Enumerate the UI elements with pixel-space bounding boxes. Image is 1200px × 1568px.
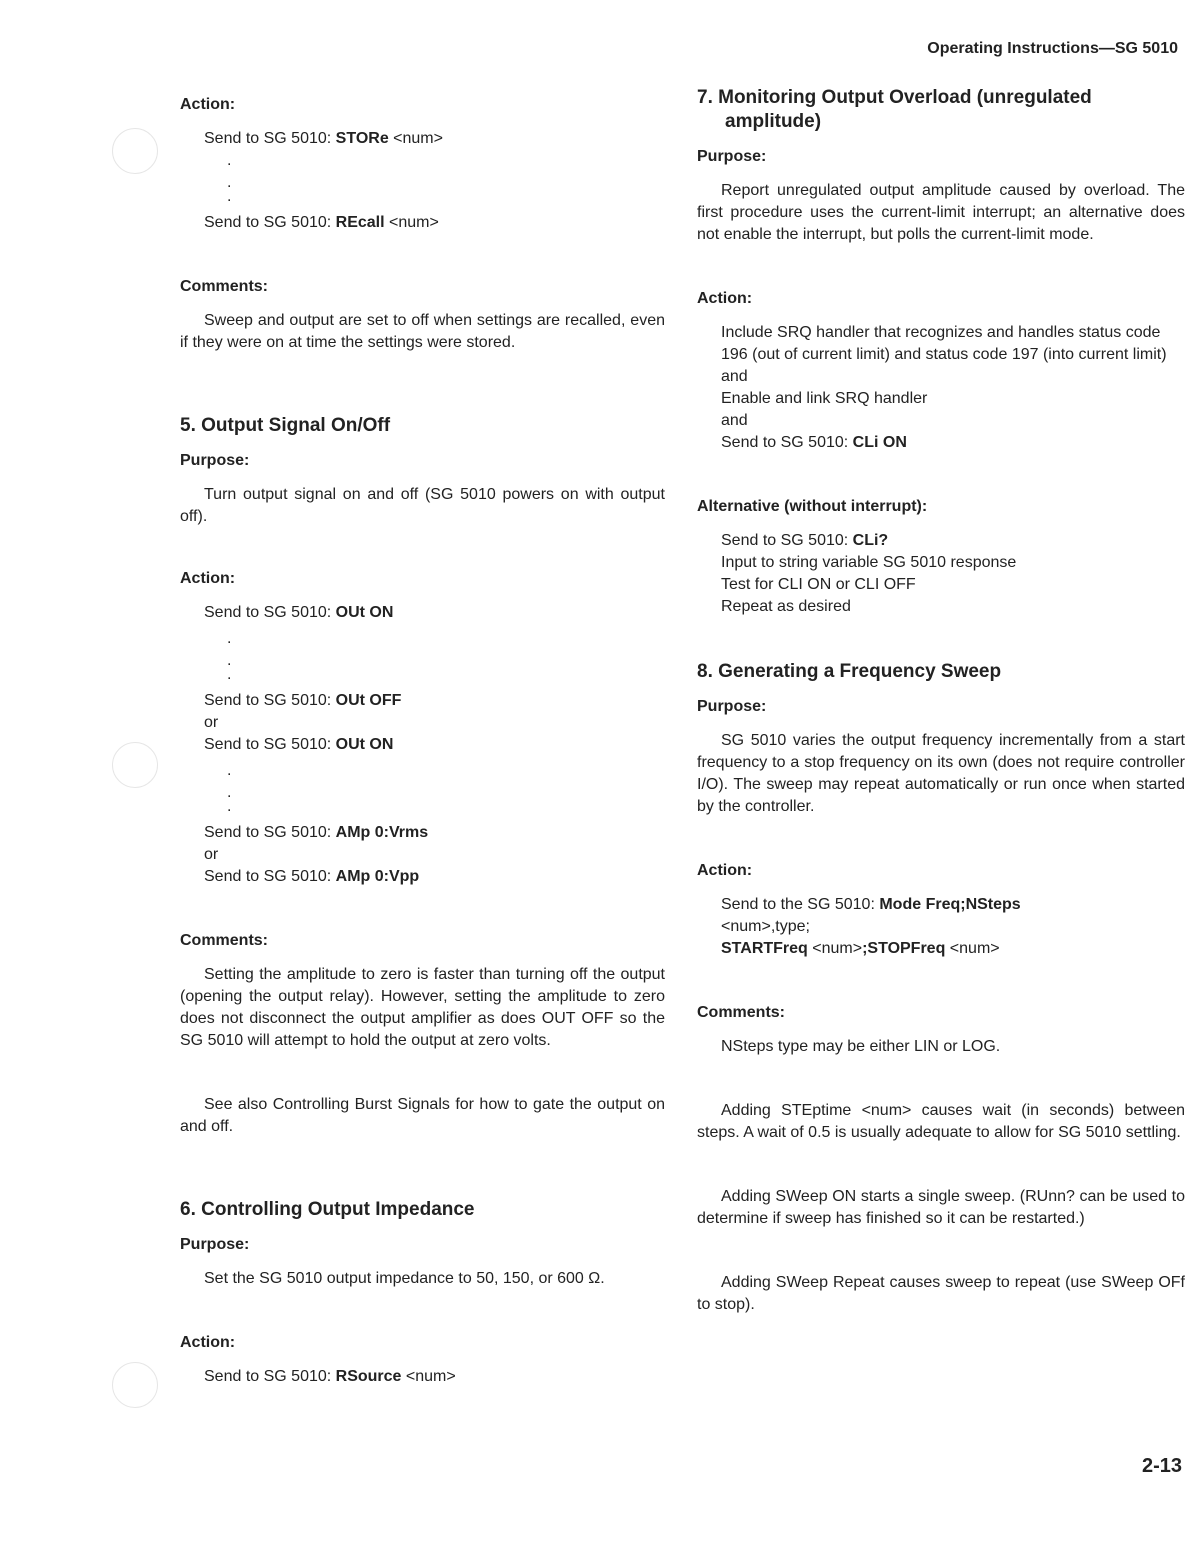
command-line: <num>,type; <box>721 918 810 935</box>
command-line: STARTFreq <num>;STOPFreq <num> <box>721 940 1000 957</box>
ellipsis-dot: . <box>227 798 232 815</box>
section-title-continued: amplitude) <box>725 111 822 132</box>
command-line: Send to SG 5010: STORe <num> <box>204 130 443 147</box>
purpose-label: Purpose: <box>697 148 767 165</box>
ellipsis-dot: . <box>227 666 232 683</box>
punch-hole-mark <box>112 128 158 174</box>
purpose-label: Purpose: <box>697 698 767 715</box>
command-line: Send to SG 5010: OUt ON <box>204 736 394 753</box>
action-text: Repeat as desired <box>721 598 851 615</box>
action-label: Action: <box>697 862 753 879</box>
comments-text: Adding SWeep ON starts a single sweep. (RUnn? can be used to determine if sweep has finished so it can be restarted.) <box>697 1188 1185 1227</box>
action-label: Action: <box>697 290 753 307</box>
page-number: 2-13 <box>1141 1455 1182 1477</box>
comments-label: Comments: <box>180 932 269 949</box>
comments-text: NSteps type may be either LIN or LOG. <box>721 1038 1001 1055</box>
purpose-label: Purpose: <box>180 452 250 469</box>
purpose-text: Set the SG 5010 output impedance to 50, 150, or 600 Ω. <box>204 1270 605 1287</box>
action-text: Enable and link SRQ handler <box>721 390 928 407</box>
or-text: or <box>204 846 219 863</box>
comments-text: Adding SWeep Repeat causes sweep to repeat (use SWeep OFf to stop). <box>697 1274 1185 1313</box>
purpose-text: Turn output signal on and off (SG 5010 powers on with output off). <box>180 486 665 525</box>
comments-label: Comments: <box>697 1004 786 1021</box>
or-text: or <box>204 714 219 731</box>
command-line: Send to SG 5010: RSource <num> <box>204 1368 456 1385</box>
purpose-text: SG 5010 varies the output frequency incrementally from a start frequency to a stop frequency on its own (does not require controller I/O). The sweep may repeat automatically or run once when started by the controller. <box>697 732 1185 815</box>
action-label: Action: <box>180 1334 236 1351</box>
running-header: Operating Instructions—SG 5010 <box>927 40 1178 57</box>
command-line: Send to SG 5010: CLi ON <box>721 434 907 451</box>
punch-hole-mark <box>112 1362 158 1408</box>
ellipsis-dot: . <box>227 174 232 191</box>
comments-text: Sweep and output are set to off when settings are recalled, even if they were on at time the settings were stored. <box>180 312 665 351</box>
ellipsis-dot: . <box>227 652 232 669</box>
command-line: Send to SG 5010: OUt OFF <box>204 692 402 709</box>
action-text: Test for CLI ON or CLI OFF <box>721 576 916 593</box>
purpose-label: Purpose: <box>180 1236 250 1253</box>
comments-label: Comments: <box>180 278 269 295</box>
action-text: Include SRQ handler that recognizes and handles status code 196 (out of current limit) and status code 197 (into current limit) <box>721 324 1167 363</box>
command-line: Send to SG 5010: AMp 0:Vpp <box>204 868 420 885</box>
punch-hole-mark <box>112 742 158 788</box>
section-title: 5. Output Signal On/Off <box>180 415 391 436</box>
ellipsis-dot: . <box>227 152 232 169</box>
and-text: and <box>721 368 748 385</box>
command-line: Send to SG 5010: CLi? <box>721 532 889 549</box>
command-line: Send to SG 5010: OUt ON <box>204 604 394 621</box>
see-also-text: See also Controlling Burst Signals for how to gate the output on and off. <box>180 1096 665 1135</box>
ellipsis-dot: . <box>227 188 232 205</box>
ellipsis-dot: . <box>227 784 232 801</box>
comments-text: Setting the amplitude to zero is faster than turning off the output (opening the output relay). However, setting the amplitude to zero does not disconnect the output amplifier as does OUT OFF so the SG 5010 will attempt to hold the output at zero volts. <box>180 966 665 1049</box>
right-column <box>697 86 1185 1316</box>
ellipsis-dot: . <box>227 762 232 779</box>
action-label: Action: <box>180 570 236 587</box>
section-title: 7. Monitoring Output Overload (unregulated <box>697 87 1092 108</box>
left-column <box>180 94 665 1388</box>
command-line: Send to SG 5010: AMp 0:Vrms <box>204 824 429 841</box>
ellipsis-dot: . <box>227 630 232 647</box>
comments-text: Adding STEptime <num> causes wait (in seconds) between steps. A wait of 0.5 is usually adequate to allow for SG 5010 settling. <box>697 1102 1185 1141</box>
command-line: Send to the SG 5010: Mode Freq;NSteps <box>721 896 1021 913</box>
alternative-label: Alternative (without interrupt): <box>697 498 928 515</box>
action-text: Input to string variable SG 5010 response <box>721 554 1017 571</box>
section-title: 8. Generating a Frequency Sweep <box>697 661 1002 682</box>
purpose-text: Report unregulated output amplitude caused by overload. The first procedure uses the current-limit interrupt; an alternative does not enable the interrupt, but polls the current-limit mode. <box>697 182 1185 243</box>
command-line: Send to SG 5010: REcall <num> <box>204 214 439 231</box>
action-label: Action: <box>180 96 236 113</box>
section-title: 6. Controlling Output Impedance <box>180 1199 475 1220</box>
and-text: and <box>721 412 748 429</box>
